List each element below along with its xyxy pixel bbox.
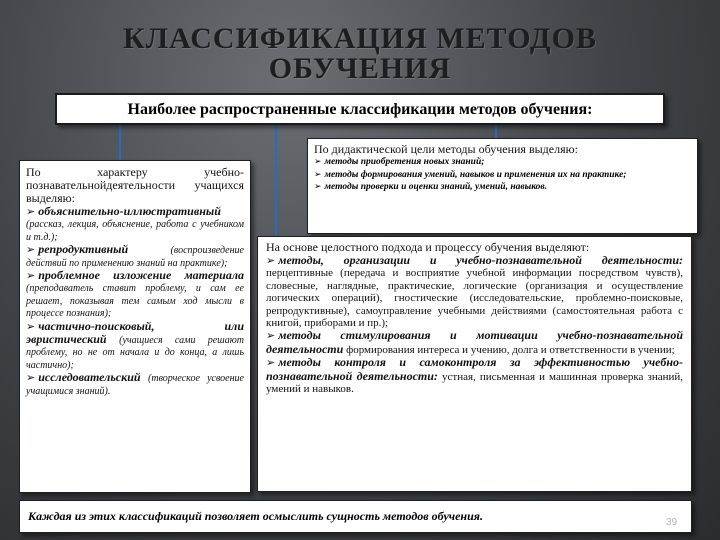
method-description: (преподаватель ставит проблему, и сам ее решает, показывая тем самым ход мысли в процессе познания); [26, 283, 244, 320]
method-name: методы, организации и учебно-познавательной деятельности: [278, 253, 683, 267]
list-item [314, 169, 691, 182]
arrow-bullet-icon: ➢ [266, 356, 276, 370]
right-box-lead: На основе целостного подхода и процессу обучения выделяют: [266, 240, 590, 254]
slide-title [0, 24, 720, 84]
arrow-bullet-icon: ➢ [314, 182, 322, 192]
arrow-bullet-icon: ➢ [266, 329, 276, 343]
method-description: (воспроизведение действий по применению знаний на практике); [26, 245, 244, 269]
page-number: 39 [666, 517, 678, 528]
method-description: (творческое усвоение учащимися знаний). [26, 373, 244, 397]
learning-activity-classification-box [19, 160, 251, 493]
method-name: методы формирования умений, навыков и применения их на практике; [324, 169, 627, 180]
list-item [314, 181, 691, 194]
method-name: методы контроля и самоконтроля за эффективностью учебно-познавательной деятельности: [266, 355, 683, 383]
arrow-bullet-icon: ➢ [26, 269, 36, 283]
method-name: методы проверки и оценки знаний, умений, навыков. [324, 182, 548, 192]
arrow-bullet-icon: ➢ [26, 371, 36, 385]
method-name: репродуктивный [38, 242, 129, 257]
conclusion-box [19, 500, 692, 533]
list-item [266, 254, 683, 329]
list-item [26, 269, 244, 320]
list-item [314, 156, 691, 169]
left-box-lead: По характеру учебно-познавательнойдеятельности учащихся выделяю: [26, 165, 244, 205]
arrow-bullet-icon: ➢ [314, 157, 322, 167]
holistic-approach-classification-box [257, 236, 692, 492]
slide-title-line-1: КЛАССИФИКАЦИЯ МЕТОДОВ [122, 22, 598, 55]
method-name: проблемное изложение материала [38, 268, 244, 283]
method-description: формирования интереса и учению, долга и ответственности в учении; [346, 343, 675, 356]
method-description: устная, письменная и машинная проверка знаний, умений и навыков. [266, 370, 683, 396]
list-item [266, 356, 683, 395]
method-name: частично-поисковый, или эвристический [26, 318, 244, 347]
top-box-lead: По дидактической цели методы обучения выделяю: [314, 142, 578, 156]
connector-right-vertical [495, 125, 497, 138]
method-name: методы приобретения новых знаний; [324, 157, 485, 167]
connector-left-vertical [119, 125, 121, 160]
slide-title-line-2: ОБУЧЕНИЯ [268, 52, 452, 85]
method-name: методы стимулирования и мотивации учебно-познавательной деятельности [266, 328, 683, 356]
arrow-bullet-icon: ➢ [26, 205, 36, 218]
classifications-header-text: Наиболее распространенные классификации методов обучения: [127, 101, 593, 118]
connector-middle-vertical [275, 125, 277, 236]
didactic-goal-classification-box [307, 138, 698, 234]
arrow-bullet-icon: ➢ [26, 319, 36, 333]
arrow-bullet-icon: ➢ [266, 254, 276, 267]
list-item [26, 243, 244, 269]
method-description: (рассказ, лекция, объяснение, работа с учебником и т.д.); [26, 219, 244, 243]
list-item [26, 205, 244, 243]
classifications-header-box [55, 93, 665, 125]
arrow-bullet-icon: ➢ [26, 243, 36, 257]
method-name: исследовательский [38, 370, 141, 385]
list-item [26, 371, 244, 397]
method-description: (учащиеся сами решают проблему, но не от начала и до конца, а лишь частично); [26, 335, 245, 371]
method-name: объяснительно-иллюстративный [38, 204, 221, 218]
arrow-bullet-icon: ➢ [314, 169, 322, 180]
conclusion-text: Каждая из этих классификаций позволяет осмыслить сущность методов обучения. [28, 509, 483, 523]
method-description: перцептивные (передача и восприятие учебной информации посредством чувств), словесные, наглядные, практические, логические (организация и осуществление логических операций), гностические (исследовательские, проблемно-поисковые, репродуктивные), самоуправление учебными действиями (самостоятельная работа с книгой, приборами и пр.); [266, 267, 683, 330]
list-item [266, 329, 683, 356]
list-item [26, 320, 244, 372]
